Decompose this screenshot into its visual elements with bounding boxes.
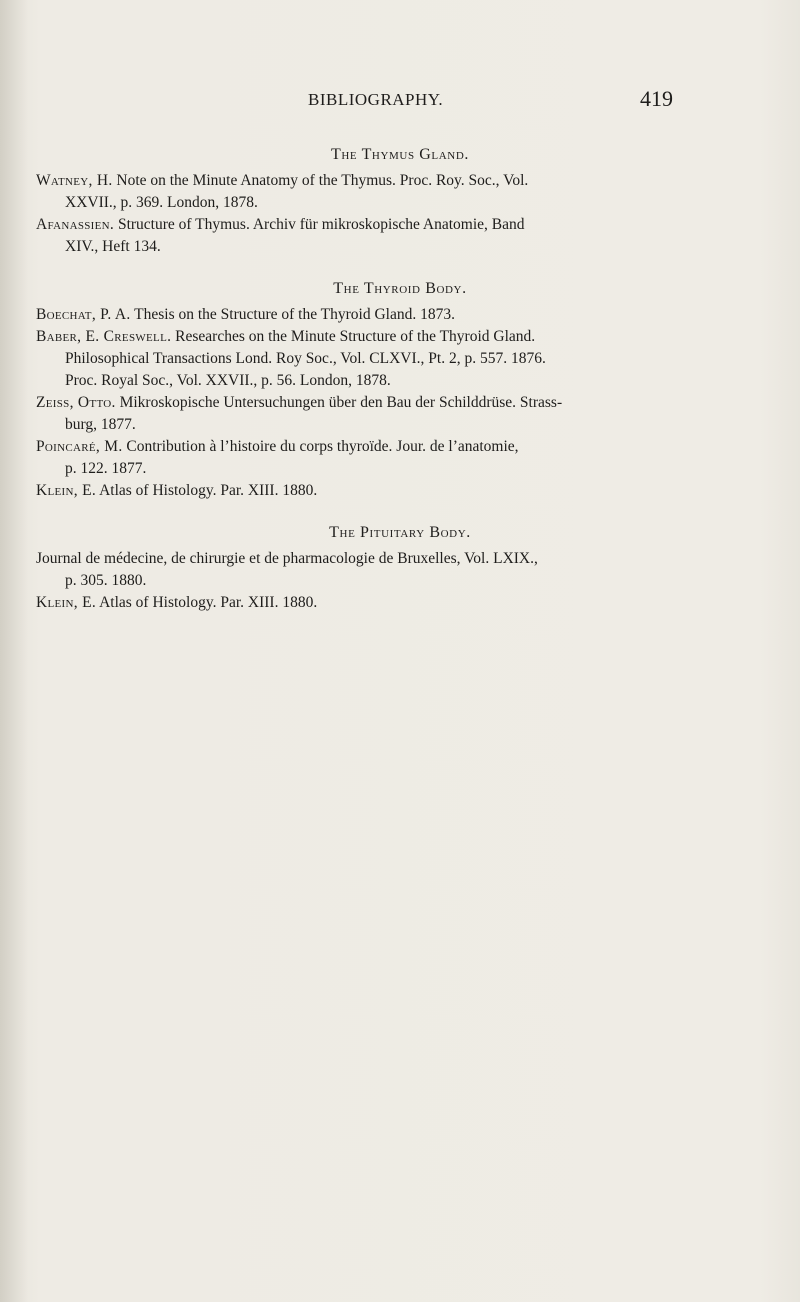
entry-text: Structure of Thymus. Archiv für mikroskopische Anatomie, Band xyxy=(114,216,525,233)
entry-text: Mikroskopische Untersuchungen über den Bau der Schilddrüse. Strass- xyxy=(115,394,563,411)
bibliography-entry xyxy=(36,592,676,614)
entry-author: Klein, E. xyxy=(36,482,97,499)
entry-line xyxy=(36,170,676,192)
section-heading-thymus: The Thymus Gland. xyxy=(331,146,469,163)
entry-line: burg, 1877. xyxy=(65,416,136,433)
entry-author: Boechat, P. A. xyxy=(36,306,131,323)
entry-author: Zeiss, Otto. xyxy=(36,394,116,411)
entry-text: Thesis on the Structure of the Thyroid Gland. 1873. xyxy=(130,306,455,323)
entry-author: Afanassien. xyxy=(36,216,115,233)
entry-line xyxy=(36,214,676,236)
gutter-shadow xyxy=(0,0,28,1302)
bibliography-entry xyxy=(36,392,676,436)
entry-text: Researches on the Minute Structure of the Thyroid Gland. xyxy=(171,328,536,345)
section-heading-thyroid: The Thyroid Body. xyxy=(333,280,467,297)
section-heading-pituitary: The Pituitary Body. xyxy=(329,524,471,541)
bibliography-entry xyxy=(36,480,676,502)
page-number: 419 xyxy=(640,86,673,111)
entry-line: XXVII., p. 369. London, 1878. xyxy=(65,194,258,211)
entry-line xyxy=(36,592,676,614)
entry-line: XIV., Heft 134. xyxy=(65,238,161,255)
bibliography-entry xyxy=(36,436,676,480)
bibliography-entry xyxy=(36,548,676,592)
entry-author: Poincaré, M. xyxy=(36,438,123,455)
entry-line xyxy=(36,304,676,326)
entry-text: Contribution à l’histoire du corps thyroïde. Jour. de l’anatomie, xyxy=(122,438,519,455)
entry-line xyxy=(36,392,676,414)
bibliography-entry xyxy=(36,214,676,258)
bibliography-entry xyxy=(36,326,676,392)
entry-line: Proc. Royal Soc., Vol. XXVII., p. 56. London, 1878. xyxy=(65,372,391,389)
entry-line: p. 305. 1880. xyxy=(65,572,147,589)
entry-line xyxy=(36,436,676,458)
entry-line xyxy=(36,480,676,502)
entry-line xyxy=(36,326,676,348)
entry-line: p. 122. 1877. xyxy=(65,460,147,477)
entry-author: Watney, H. xyxy=(36,172,113,189)
entry-line: Philosophical Transactions Lond. Roy Soc., Vol. CLXVI., Pt. 2, p. 557. 1876. xyxy=(65,350,546,367)
entry-text: Atlas of Histology. Par. XIII. 1880. xyxy=(96,482,318,499)
entry-author: Klein, E. xyxy=(36,594,97,611)
bibliography-entry xyxy=(36,170,676,214)
bibliography-entry xyxy=(36,304,676,326)
entry-text: Atlas of Histology. Par. XIII. 1880. xyxy=(96,594,318,611)
running-head: BIBLIOGRAPHY. xyxy=(308,90,444,109)
entry-author: Baber, E. Creswell. xyxy=(36,328,172,345)
entry-line: Journal de médecine, de chirurgie et de pharmacologie de Bruxelles, Vol. LXIX., xyxy=(36,550,538,567)
entry-text: Note on the Minute Anatomy of the Thymus. Proc. Roy. Soc., Vol. xyxy=(112,172,529,189)
